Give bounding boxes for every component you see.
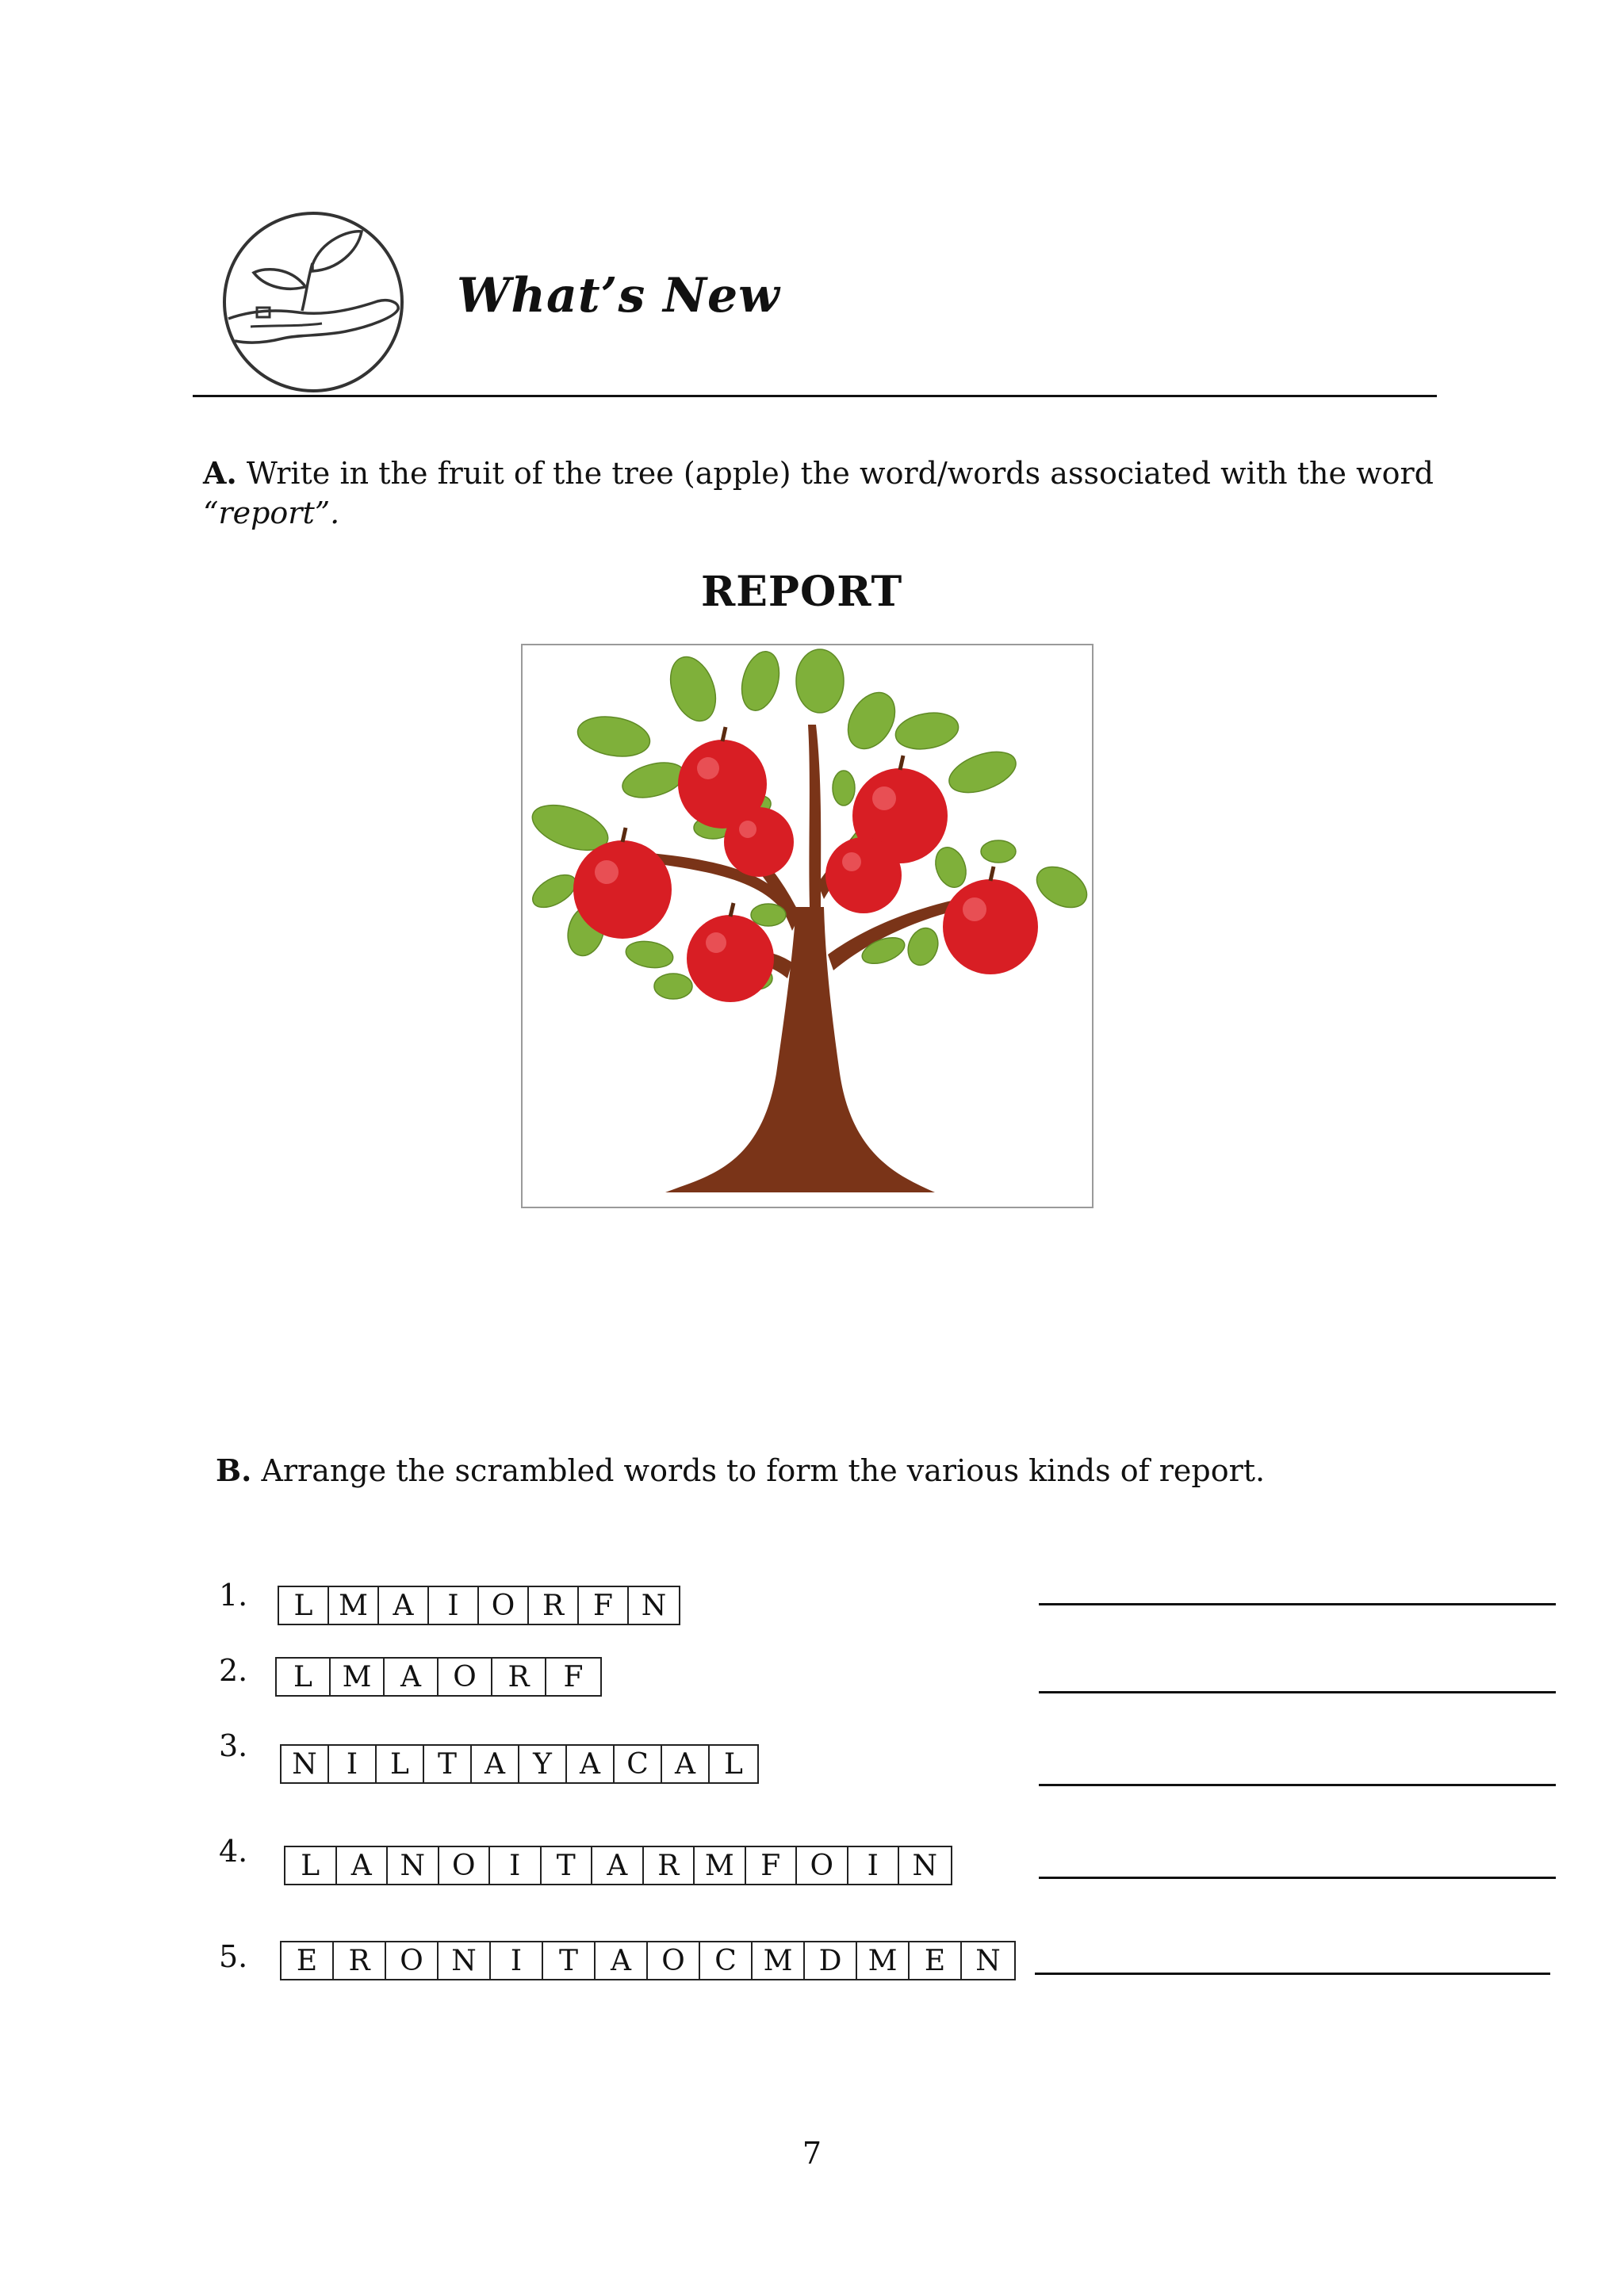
letter-cell: L <box>279 1587 329 1624</box>
part-b-label: B. <box>216 1452 252 1488</box>
item-number: 2. <box>219 1653 248 1688</box>
scrambled-letter-boxes <box>278 1586 680 1625</box>
answer-blank[interactable] <box>1035 1973 1550 1975</box>
letter-cell: A <box>385 1659 439 1695</box>
letter-cell: M <box>695 1847 746 1884</box>
letter-cell: O <box>439 1847 491 1884</box>
letter-cell: N <box>975 1944 1001 1977</box>
letter-cell: I <box>329 1746 377 1782</box>
letter-cell: T <box>424 1746 472 1782</box>
letter-cell: C <box>700 1942 753 1979</box>
letter-cell: I <box>429 1587 479 1624</box>
letter-cell: E <box>282 1942 334 1979</box>
scrambled-letter-boxes <box>280 1941 1016 1980</box>
scrambled-letter-boxes <box>275 1657 602 1697</box>
letter-cell: R <box>529 1587 579 1624</box>
letter-cell: O <box>386 1942 439 1979</box>
letter-cell: E <box>910 1942 962 1979</box>
scrambled-letter-boxes <box>284 1846 952 1885</box>
letter-cell: N <box>388 1847 439 1884</box>
letter-cell: L <box>285 1847 337 1884</box>
part-a-text: Write in the fruit of the tree (apple) the word/words associated with the word <box>236 456 1434 491</box>
header-divider <box>193 395 1437 397</box>
letter-cell: R <box>492 1659 546 1695</box>
letter-cell: A <box>472 1746 519 1782</box>
letter-cell: F <box>746 1847 798 1884</box>
letter-cell: N <box>439 1942 491 1979</box>
letter-cell: M <box>331 1659 385 1695</box>
letter-cell: I <box>490 1847 542 1884</box>
letter-cell: O <box>479 1587 529 1624</box>
letter-cell: A <box>592 1847 644 1884</box>
answer-blank[interactable] <box>1039 1691 1556 1693</box>
letter-cell: M <box>753 1942 805 1979</box>
letter-cell: F <box>563 1660 584 1693</box>
letter-cell: A <box>596 1942 648 1979</box>
report-heading: REPORT <box>701 568 903 616</box>
apple <box>724 807 794 877</box>
part-a-quoted-word: “report”. <box>203 496 340 530</box>
letter-cell: O <box>797 1847 848 1884</box>
page-number: 7 <box>802 2136 822 2171</box>
apple <box>825 837 902 913</box>
letter-cell: M <box>329 1587 379 1624</box>
answer-blank[interactable] <box>1039 1877 1556 1879</box>
section-title: What’s New <box>457 268 780 323</box>
answer-blank[interactable] <box>1039 1603 1556 1605</box>
letter-cell: D <box>805 1942 857 1979</box>
scrambled-letter-boxes <box>280 1744 759 1784</box>
letter-cell: I <box>848 1847 900 1884</box>
part-b-text: Arrange the scrambled words to form the various kinds of report. <box>251 1453 1266 1488</box>
letter-cell: A <box>567 1746 615 1782</box>
part-b-instruction <box>216 1452 1265 1488</box>
letter-cell: I <box>491 1942 543 1979</box>
apple-tree-illustration <box>521 644 1094 1208</box>
letter-cell: C <box>615 1746 662 1782</box>
item-number: 5. <box>219 1939 248 1974</box>
letter-cell: N <box>641 1589 667 1622</box>
letter-cell: L <box>277 1659 331 1695</box>
letter-cell: M <box>857 1942 910 1979</box>
letter-cell: O <box>648 1942 700 1979</box>
item-number: 1. <box>219 1578 248 1613</box>
part-a-label: A. <box>203 455 237 491</box>
letter-cell: A <box>379 1587 429 1624</box>
seedling-in-hand-icon <box>219 208 408 396</box>
letter-cell: F <box>579 1587 629 1624</box>
letter-cell: R <box>334 1942 386 1979</box>
letter-cell: L <box>377 1746 424 1782</box>
letter-cell: T <box>542 1847 593 1884</box>
letter-cell: A <box>337 1847 389 1884</box>
letter-cell: N <box>912 1849 937 1882</box>
letter-cell: L <box>724 1747 743 1781</box>
letter-cell: A <box>662 1746 710 1782</box>
item-number: 4. <box>219 1834 248 1869</box>
letter-cell: T <box>543 1942 596 1979</box>
letter-cell: R <box>644 1847 695 1884</box>
letter-cell: N <box>282 1746 329 1782</box>
item-number: 3. <box>219 1728 248 1763</box>
letter-cell: O <box>439 1659 492 1695</box>
part-a-instruction <box>203 453 1434 533</box>
answer-blank[interactable] <box>1039 1784 1556 1786</box>
letter-cell: Y <box>519 1746 567 1782</box>
